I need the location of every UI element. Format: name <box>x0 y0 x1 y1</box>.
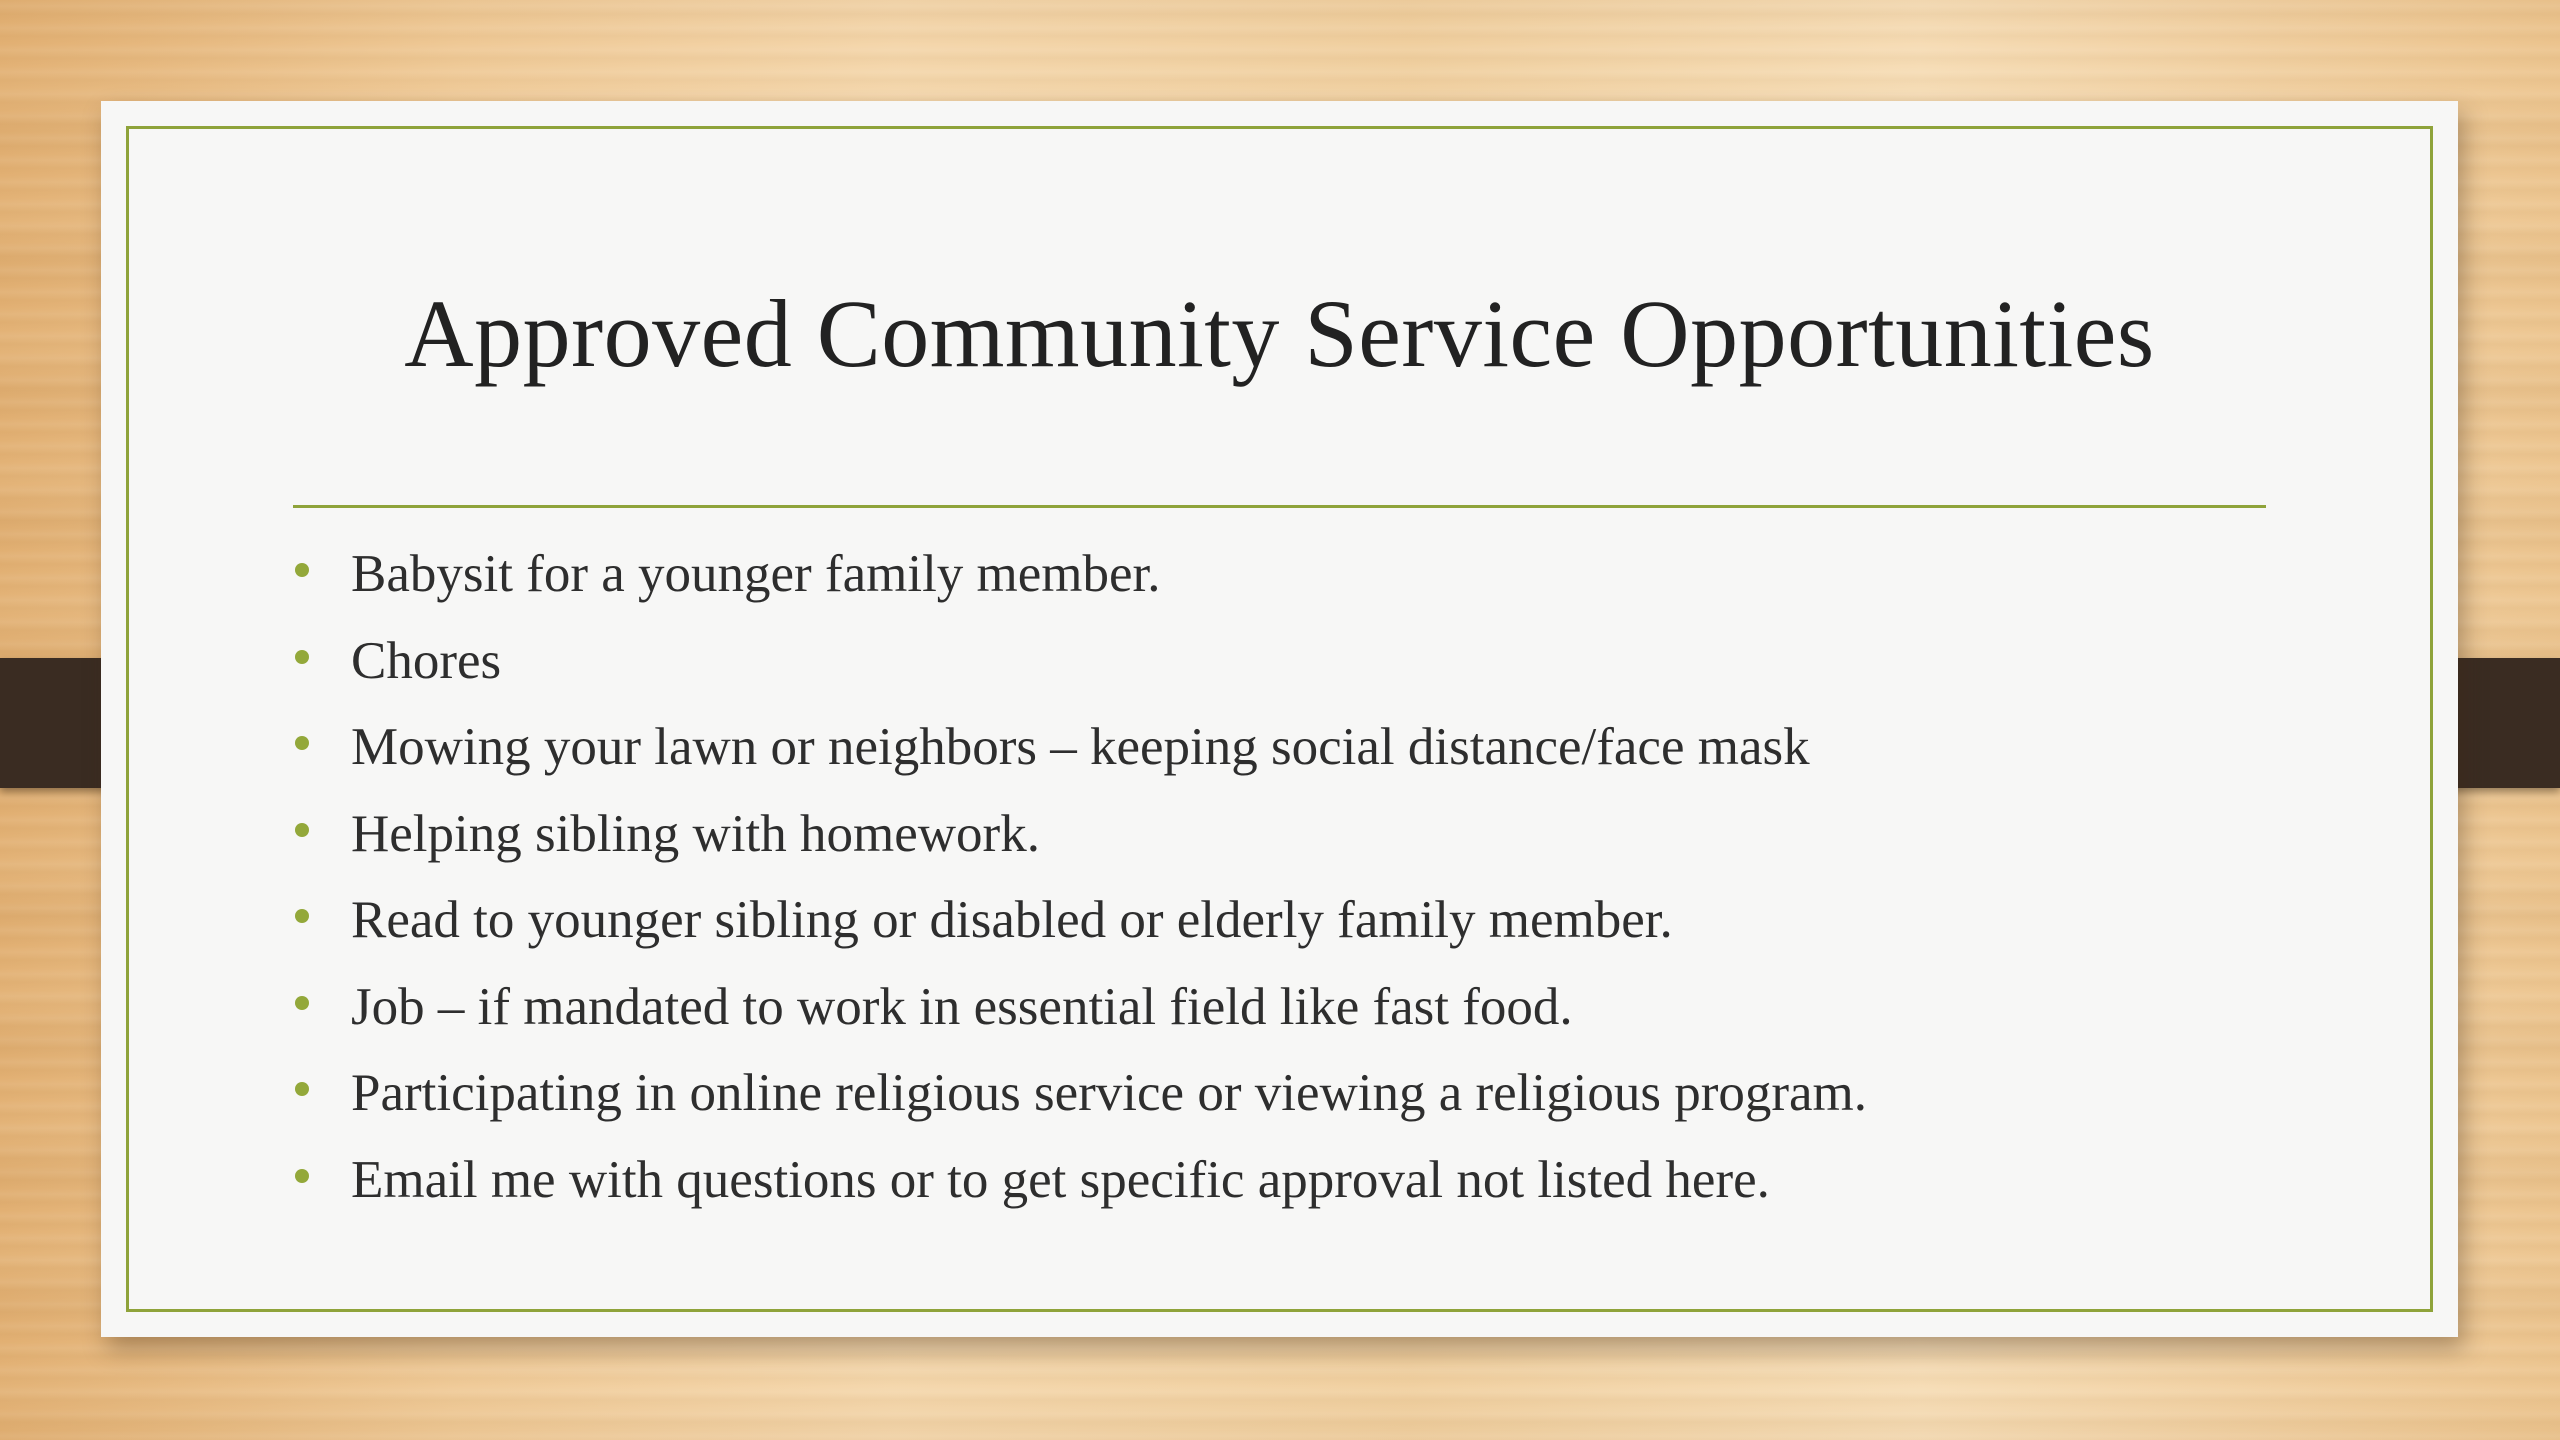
list-item-text: Participating in online religious service or viewing a religious program. <box>351 1064 1868 1122</box>
presentation-slide <box>101 101 2458 1337</box>
list-item <box>293 964 1867 1051</box>
slide-title: Approved Community Service Opportunities <box>404 280 2155 387</box>
title-divider <box>293 505 2266 508</box>
list-item <box>293 791 1867 878</box>
list-item-text: Email me with questions or to get specific approval not listed here. <box>351 1150 1770 1209</box>
bullet-icon <box>295 1169 309 1183</box>
list-item-text: Job – if mandated to work in essential field like fast food. <box>351 977 1573 1036</box>
list-item-text: Babysit for a younger family member. <box>351 545 1161 603</box>
bullet-icon <box>295 823 309 837</box>
list-item-text: Read to younger sibling or disabled or elderly family member. <box>351 891 1673 949</box>
list-item <box>293 531 1867 618</box>
list-item <box>293 877 1867 964</box>
bullet-icon <box>295 563 309 577</box>
list-item-text: Chores <box>351 631 502 690</box>
list-item <box>293 704 1867 791</box>
bullet-icon <box>295 1082 309 1096</box>
bullet-icon <box>295 996 309 1010</box>
bullet-list <box>293 531 1867 1223</box>
bullet-icon <box>295 650 309 664</box>
list-item <box>293 1137 1867 1224</box>
bullet-icon <box>295 909 309 923</box>
list-item-text: Helping sibling with homework. <box>351 804 1040 863</box>
bullet-icon <box>295 736 309 750</box>
list-item-text: Mowing your lawn or neighbors – keeping social distance/face mask <box>351 718 1810 776</box>
list-item <box>293 1050 1867 1137</box>
list-item <box>293 618 1867 705</box>
